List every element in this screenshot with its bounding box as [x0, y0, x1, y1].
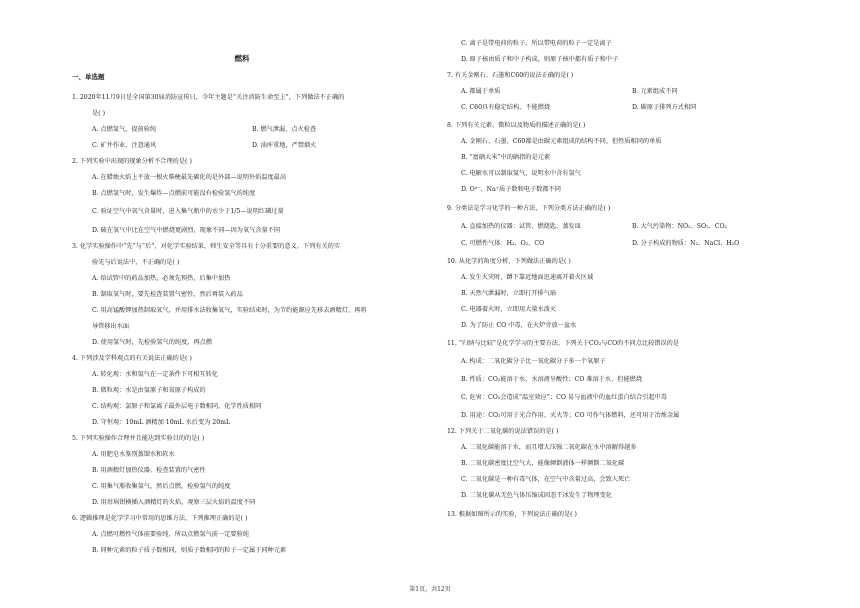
text-line: B. 燃气泄漏，点火检查 — [252, 126, 317, 133]
text-line: C. 电器着火时，立即用大量水泼灭 — [461, 306, 557, 313]
text-line: 验先与后说法中，不正确的是( ) — [92, 259, 180, 266]
text-line: D. 硫在氧气中比在空气中燃烧更剧烈，现象不同—因为氧气含量不同 — [92, 227, 281, 234]
text-line: 13. 根据如图所示的实验，下列说法正确的是( ) — [447, 511, 577, 518]
text-line: C. 离子是带电荷的粒子，所以带电荷的粒子一定是离子 — [461, 40, 612, 47]
text-line: A. 点燃氢气，提前验纯 — [92, 126, 157, 133]
text-line: D. 用途：CO₂可用于光合作用、灭火等；CO 可作气体燃料，还可用于冶炼金属 — [461, 412, 680, 419]
text-line: B. 二氧化碳密度比空气大，能像倾倒液体一样倾倒二氧化碳 — [461, 460, 625, 467]
text-line: C. 结构观：氯原子和氯离子最外层电子数相同，化学性质相同 — [92, 403, 262, 410]
text-line: A. 金刚石、石墨、C60都是由碳元素组成的结构不同、但性质相同的单质 — [461, 138, 662, 145]
text-line: B. 微粒观：水是由氢原子和氧原子构成的 — [92, 387, 206, 394]
text-line: C. 危害：CO₂会造成“温室效应”；CO 易与血液中的血红蛋白结合引起中毒 — [461, 394, 667, 401]
text-line: B. “富硒大米”中的硒指的是元素 — [461, 154, 551, 161]
text-line: 2. 下列实验中出现的现象分析不合理的是( ) — [72, 158, 192, 165]
text-line: A. 转化观：水和氢气在一定条件下可相互转化 — [92, 371, 218, 378]
text-line: 3. 化学实验操作中“先”与“后”，对化学实验结果、师生安全等具有十分重要的意义。下列有关的实 — [72, 243, 341, 250]
text-line: B. 点燃氢气时，发生爆炸—点燃前可能没有检验氢气的纯度 — [92, 190, 256, 197]
text-line: 是( ) — [92, 110, 105, 117]
text-line: D. 碳原子排列方式相同 — [632, 104, 697, 111]
section-heading: 一、单选题 — [72, 73, 105, 81]
text-line: B. 用酒精灯加热仪器，检查装置的气密性 — [92, 467, 206, 474]
text-line: A. 在蜡烛火焰上平放一根火柴梗最先碳化的是外部—说明外焰温度最高 — [92, 174, 287, 181]
text-line: C. 二氧化碳是一种有毒气体，在空气中含量过高，会致人死亡 — [461, 476, 631, 483]
document-title: 燃料 — [234, 54, 250, 63]
text-line: 9. 分类法是学习化学的一种方法，下列分类方法正确的是( ) — [447, 205, 611, 212]
text-line: B. 制取氧气时，要先检查装置气密性，然后再装入药品 — [92, 291, 243, 298]
text-line: A. 直接加热的仪器：试管、燃烧匙、蒸发皿 — [461, 223, 581, 230]
text-line: A. 二氧化碳能溶于水，而且增大压强二氧化碳在水中溶解得越多 — [461, 444, 637, 451]
text-line: D. 油库重地，严禁烟火 — [252, 142, 317, 149]
text-line: C. 用高锰酸钾加热制取氧气，并用排水法收集氧气，实验结束时，为节约能源应先移去酒精灯，再将 — [92, 307, 367, 314]
text-line: B. 元素组成不同 — [632, 88, 678, 95]
text-line: C. 电解水可以制取氢气，说明水中含有氢气 — [461, 170, 581, 177]
text-line: A. 都属于单质 — [461, 88, 501, 95]
text-line: 6. 逻辑推理是化学学习中常用的思维方法，下列推理正确的是( ) — [72, 515, 248, 522]
text-line: 8. 下列有关元素、微粒以及物质的描述正确的是( ) — [447, 122, 586, 129]
text-line: D. 使用氢气时，先检验氢气的纯度，再点燃 — [92, 339, 213, 346]
text-line: 7. 有关金刚石、石墨和C60的说法正确的是( ) — [447, 72, 574, 79]
text-line: D. O²⁻、Na⁺质子数和电子数都不同 — [461, 186, 561, 193]
text-line: A. 发生火灾时，蹲下靠近地面迅速离开着火区域 — [461, 274, 594, 281]
text-line: 导管移出水面 — [92, 323, 130, 330]
text-line: C. C60具有稳定结构，不能燃烧 — [461, 104, 551, 111]
text-line: D. 分子构成的物质：N₂、NaCl、H₂O — [632, 240, 740, 247]
text-line: 11. “归纳与比较”是化学学习的主要方法，下列关于CO₂与CO的不同点比较错误的是 — [447, 340, 680, 347]
text-line: A. 构成：二氧化碳分子比一氧化碳分子多一个氧原子 — [461, 358, 606, 365]
text-line: D. 二氧化碳从无色气体压缩成固态干冰发生了物理变化 — [461, 492, 612, 499]
text-line: C. 矿井作业，注意通风 — [92, 142, 157, 149]
page-footer: 第1页，共12页 — [409, 586, 451, 593]
text-line: A. 点燃可燃性气体前要验纯，所以点燃氢气前一定要验纯 — [92, 531, 249, 538]
text-line: C. 验证空气中氧气含量时，进入集气瓶中的水少于1/5—说明红磷过量 — [92, 208, 284, 215]
text-line: 5. 下列实验操作合理并且能达到实验目的的是( ) — [72, 435, 205, 442]
text-line: B. 大气污染物：NO₂、SO₂、CO₂ — [632, 223, 728, 230]
text-line: D. 为了防止 CO 中毒，在火炉旁放一盆水 — [461, 322, 577, 329]
text-line: 1. 2020年11月9日是全国第30届消防宣传日，今年主题是“关注消防生命至上”，下列做法不正确的 — [72, 94, 345, 101]
text-line: D. 原子核由质子和中子构成，则原子核中都有质子和中子 — [461, 56, 619, 63]
text-line: 12. 下列关于二氧化碳的说法错误的是( ) — [447, 428, 559, 435]
text-line: B. 性质：CO₂能溶于水，水溶液呈酸性；CO 难溶于水，但能燃烧 — [461, 376, 643, 383]
text-line: 4. 下列涉及学科观点的有关说法正确的是( ) — [72, 355, 192, 362]
text-line: D. 用坩埚钳横插入酒精灯的火焰，观察三层火焰的温度不同 — [92, 499, 256, 506]
text-line: C. 用集气瓶收集氢气，然后点燃，检验氢气的纯度 — [92, 483, 231, 490]
text-line: D. 守恒观：10mL 酒精加 10mL 水后变为 20mL — [92, 419, 231, 426]
text-line: A. 给试管中的药品加热，必须先预热，后集中加热 — [92, 275, 231, 282]
text-line: C. 可燃性气体：H₂、O₂、CO — [461, 240, 545, 247]
text-line: B. 同种元素的粒子质子数相同，则质子数相同的粒子一定属于同种元素 — [92, 547, 287, 554]
text-line: A. 用肥皂水鉴别蒸馏水和软水 — [92, 451, 175, 458]
text-line: B. 天然气泄漏时，立即打开排气扇 — [461, 290, 557, 297]
text-line: 10. 从化学的角度分析，下列做法正确的是( ) — [447, 258, 571, 265]
